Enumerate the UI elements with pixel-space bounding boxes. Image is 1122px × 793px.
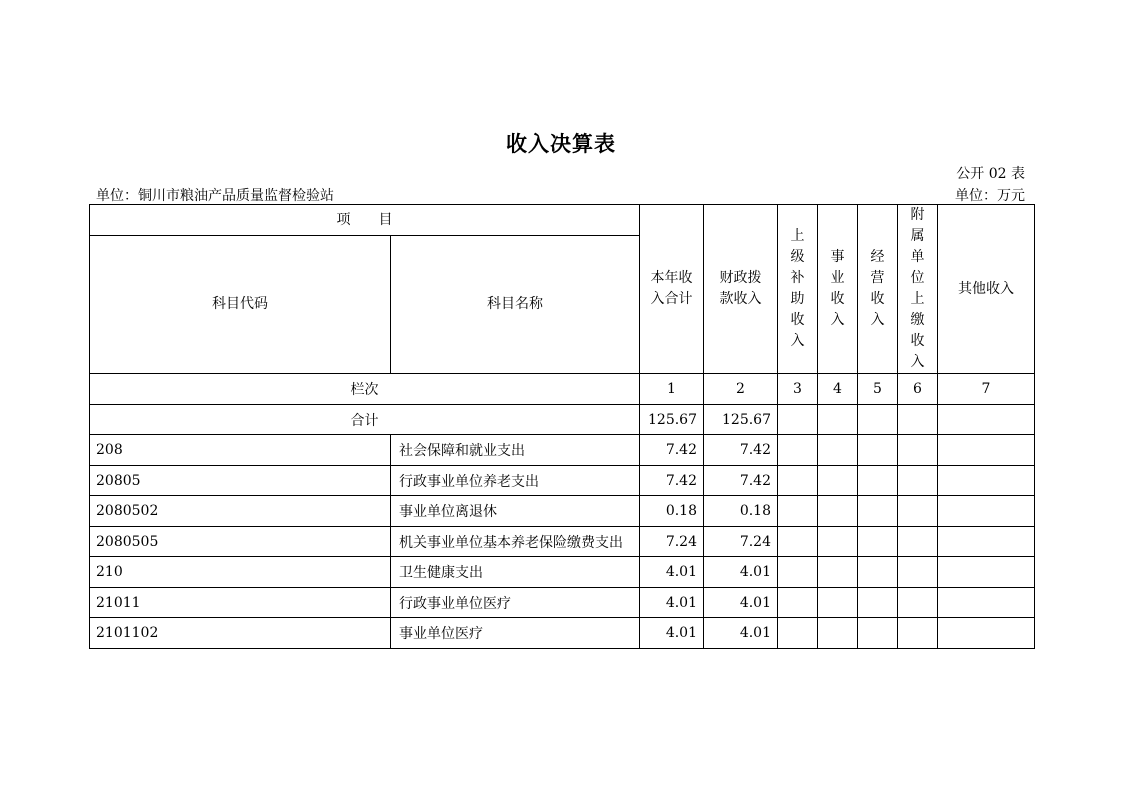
header-upper-subsidy: 上级补助收入 <box>778 205 818 374</box>
column-number: 3 <box>778 374 818 405</box>
column-number-row <box>90 374 1035 405</box>
column-number: 2 <box>704 374 778 405</box>
currency-unit: 单位：万元 <box>955 188 1025 204</box>
header-operating: 经营收入 <box>858 205 898 374</box>
header-item: 项 目 <box>90 205 640 236</box>
header-fiscal: 财政拨款收入 <box>704 205 778 374</box>
column-number: 7 <box>938 374 1035 405</box>
row-total: 4.01 <box>640 588 704 618</box>
table-row <box>90 435 1035 466</box>
header-total: 本年收入合计 <box>640 205 704 374</box>
reporting-unit: 单位：铜川市粮油产品质量监督检验站 <box>96 188 334 204</box>
header-name: 科目名称 <box>391 236 640 374</box>
page-title: 收入决算表 <box>506 131 616 156</box>
subject-code: 210 <box>90 557 391 588</box>
table-row <box>90 527 1035 557</box>
row-fiscal: 4.01 <box>704 557 778 588</box>
subject-code: 2080502 <box>90 496 391 527</box>
column-number: 1 <box>640 374 704 405</box>
subject-name: 卫生健康支出 <box>391 557 640 588</box>
row-total: 7.42 <box>640 466 704 496</box>
column-number: 6 <box>898 374 938 405</box>
row-fiscal: 7.24 <box>704 527 778 557</box>
total-fiscal: 125.67 <box>704 405 778 435</box>
header-business: 事业收入 <box>818 205 858 374</box>
row-fiscal: 4.01 <box>704 588 778 618</box>
subject-code: 2101102 <box>90 618 391 649</box>
subject-code: 2080505 <box>90 527 391 557</box>
subject-name: 事业单位医疗 <box>391 618 640 649</box>
total-income: 125.67 <box>640 405 704 435</box>
total-label: 合计 <box>90 405 640 435</box>
row-total: 7.42 <box>640 435 704 466</box>
table-row <box>90 466 1035 496</box>
subject-name: 事业单位离退休 <box>391 496 640 527</box>
income-table <box>89 204 1035 649</box>
table-row <box>90 618 1035 649</box>
column-number-label: 栏次 <box>90 374 640 405</box>
header-affiliated: 附属单位上缴收入 <box>898 205 938 374</box>
subject-name: 行政事业单位养老支出 <box>391 466 640 496</box>
form-number: 公开 02 表 <box>956 166 1025 182</box>
subject-name: 社会保障和就业支出 <box>391 435 640 466</box>
column-number: 5 <box>858 374 898 405</box>
subject-code: 208 <box>90 435 391 466</box>
subject-name: 机关事业单位基本养老保险缴费支出 <box>391 527 640 557</box>
subject-code: 21011 <box>90 588 391 618</box>
row-fiscal: 7.42 <box>704 435 778 466</box>
row-fiscal: 7.42 <box>704 466 778 496</box>
table-row <box>90 496 1035 527</box>
row-fiscal: 4.01 <box>704 618 778 649</box>
row-total: 4.01 <box>640 557 704 588</box>
column-number: 4 <box>818 374 858 405</box>
row-total: 4.01 <box>640 618 704 649</box>
row-fiscal: 0.18 <box>704 496 778 527</box>
row-total: 0.18 <box>640 496 704 527</box>
header-other: 其他收入 <box>938 205 1035 374</box>
row-total: 7.24 <box>640 527 704 557</box>
table-row <box>90 588 1035 618</box>
total-row <box>90 405 1035 435</box>
subject-code: 20805 <box>90 466 391 496</box>
subject-name: 行政事业单位医疗 <box>391 588 640 618</box>
header-code: 科目代码 <box>90 236 391 374</box>
table-row <box>90 557 1035 588</box>
